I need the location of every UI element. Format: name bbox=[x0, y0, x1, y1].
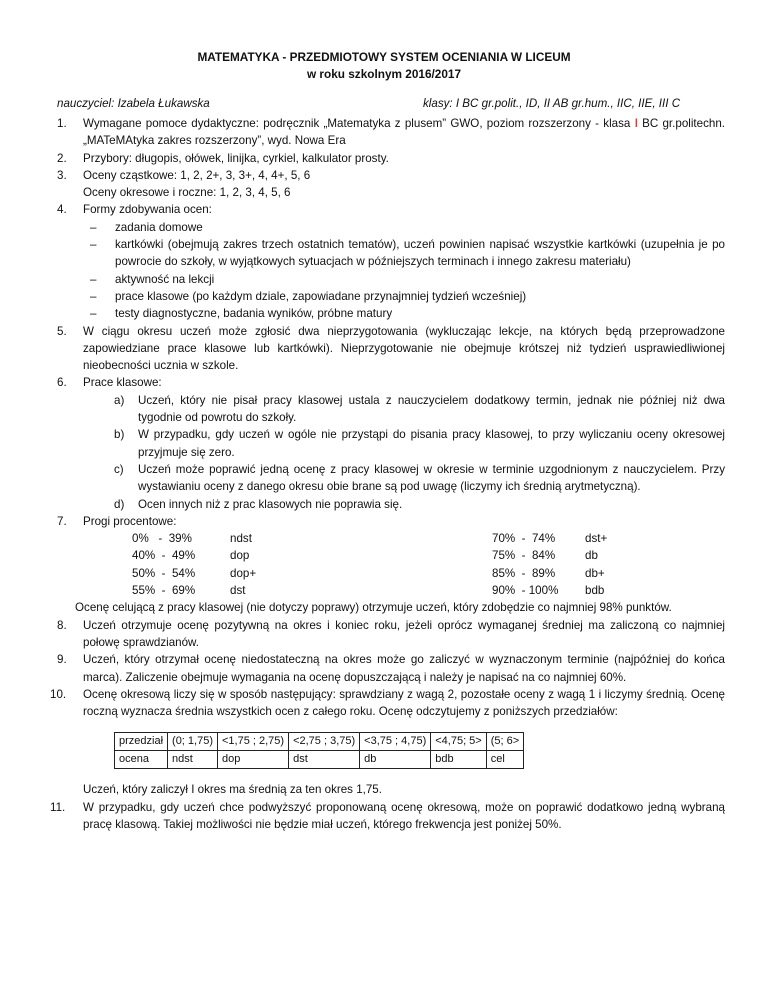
table-cell: <4,75; 5> bbox=[431, 733, 487, 751]
celujaca-note: Ocenę celującą z pracy klasowej (nie dotyczy poprawy) otrzymuje uczeń, który zdobędzie co najmniej 98% punktów. bbox=[75, 601, 672, 615]
item-text: Przybory: długopis, ołówek, linijka, cyrkiel, kalkulator prosty. bbox=[83, 151, 389, 165]
item-number: 5. bbox=[57, 324, 67, 338]
item-number: 4. bbox=[57, 203, 67, 217]
grade-ranges-table bbox=[114, 732, 524, 769]
lettered-item bbox=[57, 461, 725, 496]
item-letter: b) bbox=[114, 428, 125, 442]
list-item-2 bbox=[57, 150, 725, 167]
grade: dop+ bbox=[230, 566, 257, 580]
lettered-item-text: Uczeń może poprawić jedną ocenę z pracy klasowej w okresie w terminie uzgodnionym z nauczycielem. Przy wystawianiu oceny z danego okresu obie brane są pod uwagę (liczymy ich średnią arytmetyczną). bbox=[138, 462, 725, 494]
item-text: Uczeń otrzymuje ocenę pozytywną na okres i koniec roku, jeżeli oprócz wymaganej średniej ma zaliczoną co najmniej połowę sprawdzianów. bbox=[83, 618, 725, 649]
sub-item-text: testy diagnostyczne, badania wyników, próbne matury bbox=[115, 307, 393, 321]
lettered-item bbox=[57, 392, 725, 427]
table-cell: <3,75 ; 4,75) bbox=[360, 733, 431, 751]
dash-bullet: – bbox=[90, 238, 97, 252]
grade: dop bbox=[230, 549, 250, 563]
table-row bbox=[115, 733, 524, 751]
percent-range: 40% - 49% bbox=[132, 549, 196, 563]
percent-range: 55% - 69% bbox=[132, 584, 196, 598]
item-number: 6. bbox=[57, 376, 67, 390]
list-item-8 bbox=[57, 617, 725, 652]
list-item-5 bbox=[57, 323, 725, 375]
item-number: 1. bbox=[57, 117, 67, 130]
table-cell: ndst bbox=[168, 751, 218, 769]
item-text: Oceny cząstkowe: 1, 2, 2+, 3, 3+, 4, 4+, 5, 6 bbox=[83, 168, 311, 182]
sub-item bbox=[57, 271, 725, 288]
sub-item bbox=[57, 305, 725, 322]
document-subtitle: w roku szkolnym 2016/2017 bbox=[306, 67, 462, 81]
threshold-row bbox=[57, 547, 725, 564]
item-text: Wymagane pomoce dydaktyczne: podręcznik „Matematyka z plusem” GWO, poziom rozszerzony - klasa bbox=[83, 117, 635, 130]
item-number: 9. bbox=[57, 653, 67, 667]
table-cell: <2,75 ; 3,75) bbox=[289, 733, 360, 751]
table-cell: (0; 1,75) bbox=[168, 733, 218, 751]
table-cell: przedział bbox=[115, 733, 168, 751]
grade: db bbox=[585, 549, 598, 563]
percent-range: 75% - 84% bbox=[492, 549, 556, 563]
item-text: W ciągu okresu uczeń może zgłosić dwa nieprzygotowania (wykluczając lekcje, na których będą przeprowadzone zapowiedziane prace klasowe lub kartkówki). Nieprzygotowanie nie obejmuje krótszej niż tydzień usprawiedliwionej nieobecności ucznia w szkole. bbox=[83, 324, 725, 373]
threshold-row bbox=[57, 530, 725, 547]
item-number: 3. bbox=[57, 168, 67, 182]
table-cell: <1,75 ; 2,75) bbox=[218, 733, 289, 751]
sub-item-text: zadania domowe bbox=[115, 220, 203, 234]
sub-item-text: prace klasowe (po każdym dziale, zapowiadane przynajmniej tydzień wcześniej) bbox=[115, 289, 527, 303]
table-cell: db bbox=[360, 751, 431, 769]
table-cell: cel bbox=[486, 751, 523, 769]
table-cell: bdb bbox=[431, 751, 487, 769]
dash-bullet: – bbox=[90, 220, 97, 234]
item-letter: d) bbox=[114, 497, 125, 511]
list-item-9 bbox=[57, 651, 725, 686]
item-text-line2: Oceny okresowe i roczne: 1, 2, 3, 4, 5, 6 bbox=[83, 186, 291, 200]
sub-item-text: kartkówki (obejmują zakres trzech ostatnich tematów), uczeń powinien napisać wszystkie kartkówki (uzupełnia je po powrocie do szkoły, w wyjątkowych sytuacjach w późniejszych terminach i innego zakresu materiału) bbox=[115, 238, 725, 269]
lettered-item-text: Ocen innych niż z prac klasowych nie poprawia się. bbox=[138, 497, 403, 511]
sub-item-text: aktywność na lekcji bbox=[115, 272, 215, 286]
table-cell: dst bbox=[289, 751, 360, 769]
table-cell: dop bbox=[218, 751, 289, 769]
grade: db+ bbox=[585, 566, 605, 580]
class-list: klasy: I BC gr.polit., ID, II AB gr.hum., IIC, IIE, III C bbox=[423, 97, 681, 110]
list-item-3 bbox=[57, 167, 725, 202]
percent-range: 85% - 89% bbox=[492, 566, 556, 580]
list-item-10 bbox=[50, 686, 725, 721]
lettered-item-text: Uczeń, który nie pisał pracy klasowej ustala z nauczycielem dodatkowy termin, jednak nie później niż dwa tygodnie od powrotu do szkoły. bbox=[138, 393, 725, 425]
item-letter: c) bbox=[114, 462, 124, 476]
sub-item bbox=[57, 236, 725, 271]
item-number: 2. bbox=[57, 151, 67, 165]
list-item-11 bbox=[50, 799, 725, 834]
item-letter: a) bbox=[114, 393, 125, 407]
item-text-continued: BC gr.politechn. „MATeMAtyka zakres rozszerzony”, wyd. Nowa Era bbox=[83, 117, 725, 148]
grade: ndst bbox=[230, 532, 252, 546]
item-text: Prace klasowe: bbox=[83, 376, 162, 390]
table-cell: ocena bbox=[115, 751, 168, 769]
first-term-note: Uczeń, który zaliczył I okres ma średnią za ten okres 1,75. bbox=[83, 783, 382, 797]
lettered-item-text: W przypadku, gdy uczeń w ogóle nie przystąpi do pisania pracy klasowej, to przy wyliczaniu oceny okresowej przyjmuje się zero. bbox=[138, 428, 725, 459]
grade: dst+ bbox=[585, 532, 608, 546]
percent-range: 70% - 74% bbox=[492, 532, 556, 546]
rules-list bbox=[50, 115, 725, 833]
document-title: MATEMATYKA - PRZEDMIOTOWY SYSTEM OCENIANIA W LICEUM bbox=[197, 50, 571, 64]
sub-item bbox=[57, 219, 725, 236]
dash-bullet: – bbox=[90, 272, 97, 286]
highlighted-class-marker: I bbox=[634, 117, 638, 130]
teacher-name: nauczyciel: Izabela Łukawska bbox=[57, 97, 210, 110]
list-item-6 bbox=[57, 374, 725, 391]
item-number: 7. bbox=[57, 514, 67, 528]
item-text: W przypadku, gdy uczeń chce podwyższyć proponowaną ocenę okresową, może on poprawić dodatkowo jedną wybraną pracę klasową. Takiej możliwości nie będzie miał uczeń, którego frekwencja jest poniżej 50%. bbox=[83, 800, 725, 831]
threshold-row bbox=[57, 582, 725, 599]
percent-range: 90% - 100% bbox=[492, 584, 559, 598]
grade: bdb bbox=[585, 584, 605, 598]
item-text: Uczeń, który otrzymał ocenę niedostateczną na okres może go zaliczyć w wyznaczonym terminie (najpóźniej do końca marca). Zaliczenie obejmuje wymagania na ocenę dopuszczającą i należy je napisać na co najmniej 60%. bbox=[83, 653, 725, 684]
item-text: Formy zdobywania ocen: bbox=[83, 203, 212, 217]
percent-range: 0% - 39% bbox=[132, 532, 192, 546]
table-cell: (5; 6> bbox=[486, 733, 523, 751]
lettered-item bbox=[57, 496, 725, 513]
item-number: 11. bbox=[50, 800, 66, 814]
grade: dst bbox=[230, 584, 246, 598]
list-item-7 bbox=[57, 513, 725, 530]
item-text: Ocenę okresową liczy się w sposób następujący: sprawdziany z wagą 2, pozostałe oceny z wagą 1 i liczymy średnią. Ocenę roczną wyznacza średnia wszystkich ocen z całego roku. Ocenę odczytujemy z poniższych przedziałów: bbox=[83, 687, 725, 719]
list-item-4 bbox=[57, 201, 725, 218]
item-number: 10. bbox=[50, 687, 67, 701]
threshold-row bbox=[57, 565, 725, 582]
percent-range: 50% - 54% bbox=[132, 566, 196, 580]
table-row bbox=[115, 751, 524, 769]
list-item-1 bbox=[57, 115, 725, 150]
item-number: 8. bbox=[57, 618, 67, 632]
dash-bullet: – bbox=[90, 289, 97, 303]
lettered-item bbox=[57, 426, 725, 461]
dash-bullet: – bbox=[90, 307, 97, 321]
sub-item bbox=[57, 288, 725, 305]
item-text: Progi procentowe: bbox=[83, 514, 177, 528]
